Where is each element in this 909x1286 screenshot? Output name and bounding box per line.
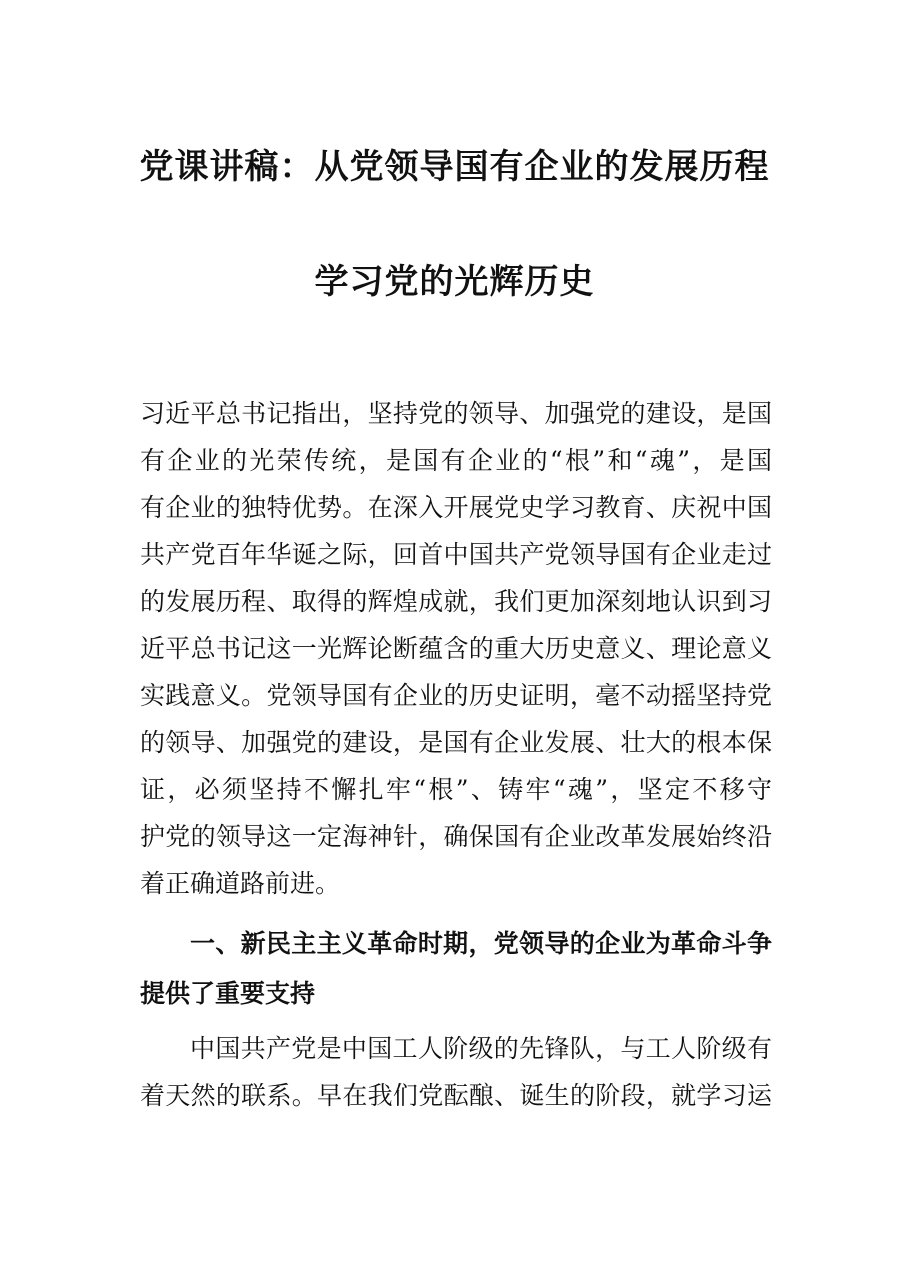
text-line: 习近平总书记指出，坚持党的领导、加强党的建设，是国 <box>140 399 772 428</box>
text-line: 着正确道路前进。 <box>140 869 341 898</box>
text-line: 的发展历程、取得的辉煌成就，我们更加深刻地认识到习 <box>140 587 772 616</box>
text-line: 中国共产党是中国工人阶级的先锋队，与工人阶级有 <box>190 1034 772 1063</box>
document-body <box>140 390 772 1119</box>
text-line: 有企业的独特优势。在深入开展党史学习教育、庆祝中国 <box>140 493 772 522</box>
text-line: 着天然的联系。早在我们党酝酿、诞生的阶段，就学习运 <box>140 1081 772 1110</box>
section-heading-1 <box>140 919 772 1019</box>
text-line: 实践意义。党领导国有企业的历史证明，毫不动摇坚持党 <box>140 681 772 710</box>
paragraph-intro <box>140 390 772 907</box>
text-line: 的领导、加强党的建设，是国有企业发展、壮大的根本保 <box>140 728 772 757</box>
section-heading-line: 一、新民主主义革命时期，党领导的企业为革命斗争 <box>190 929 772 958</box>
document-title-line-2: 学习党的光辉历史 <box>314 262 595 302</box>
text-line: 证，必须坚持不懈扎牢“根”、铸牢“魂”，坚定不移守 <box>140 775 772 804</box>
paragraph-section1 <box>140 1025 772 1119</box>
text-line: 护党的领导这一定海神针，确保国有企业改革发展始终沿 <box>140 822 772 851</box>
text-line: 近平总书记这一光辉论断蕴含的重大历史意义、理论意义 <box>140 634 772 663</box>
section-heading-line: 提供了重要支持 <box>140 979 316 1008</box>
text-line: 有企业的光荣传统，是国有企业的“根”和“魂”，是国 <box>140 446 772 475</box>
text-line: 共产党百年华诞之际，回首中国共产党领导国有企业走过 <box>140 540 772 569</box>
document-title-line-1: 党课讲稿：从党领导国有企业的发展历程 <box>139 147 770 187</box>
